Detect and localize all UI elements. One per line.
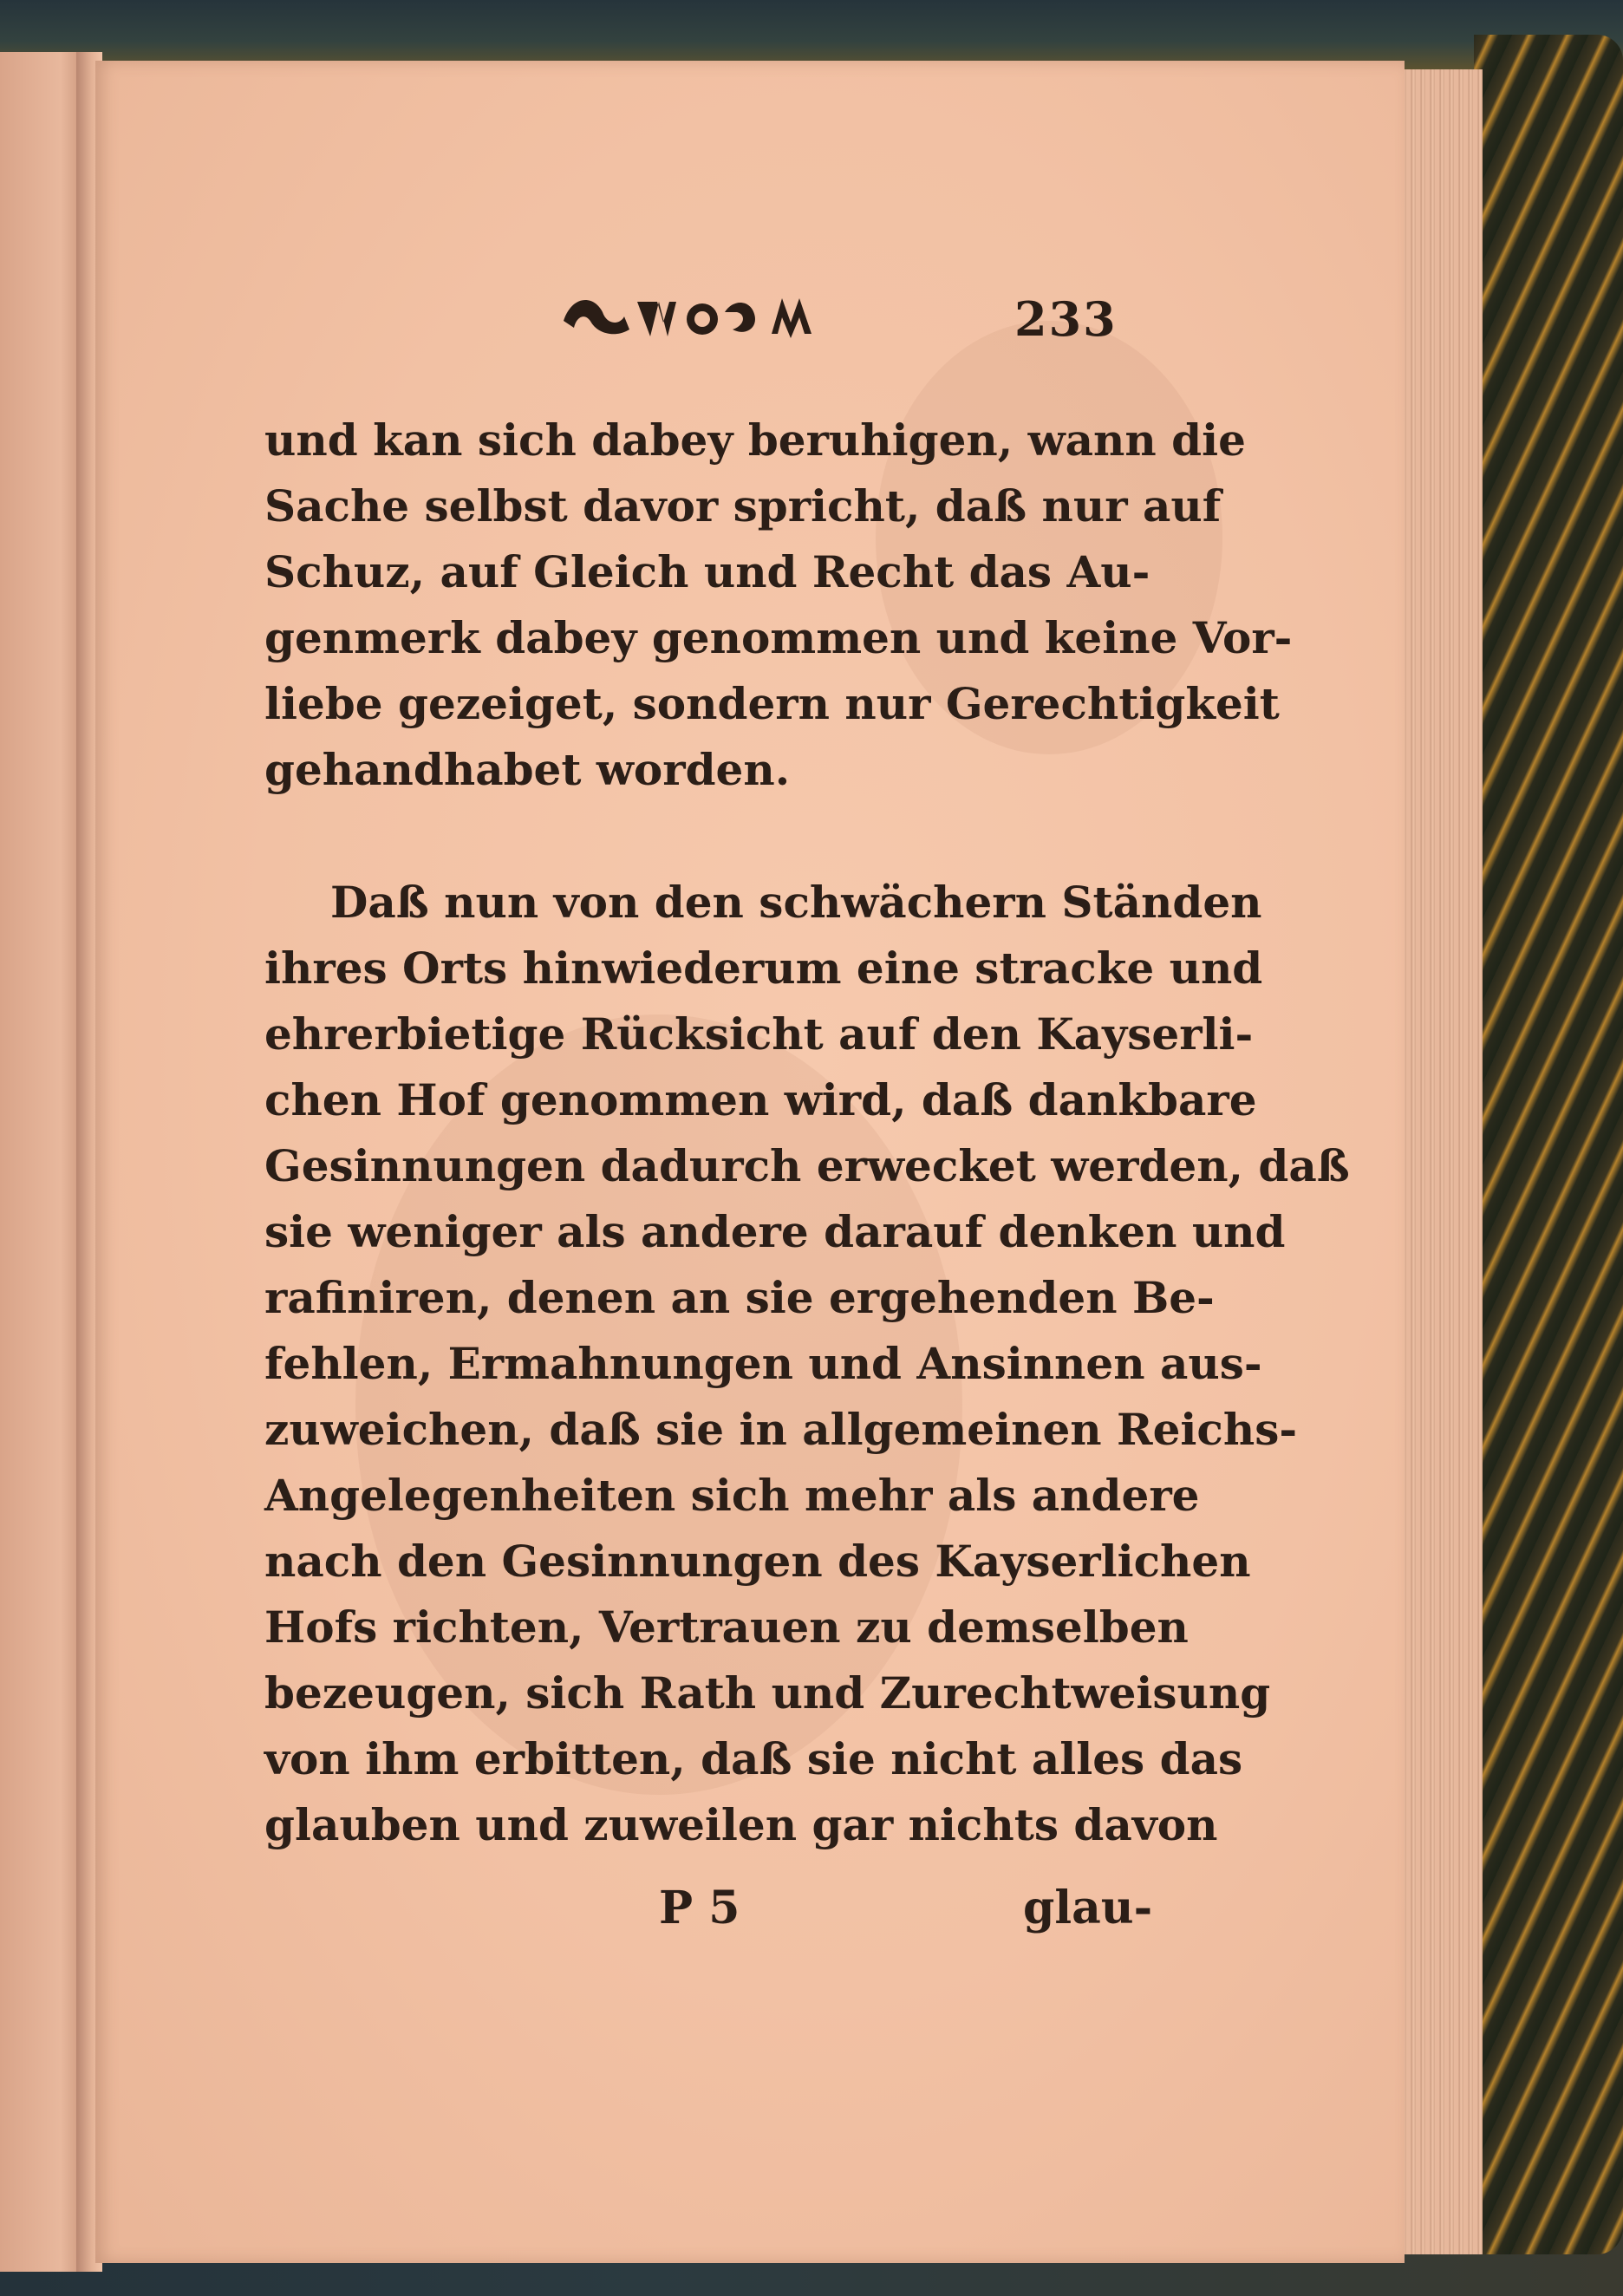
running-head	[555, 286, 1118, 355]
text-line: genmerk dabey genommen und keine Vor-	[264, 612, 1293, 663]
text-line: ihres Orts hinwiederum eine stracke und	[264, 943, 1263, 994]
text-line: nach den Gesinnungen des Kayserlichen	[264, 1536, 1251, 1587]
book-cover-top	[0, 0, 1623, 69]
text-line: gehandhabet worden.	[264, 744, 791, 795]
ornament-icon	[555, 286, 832, 347]
page-number: 233	[1014, 291, 1118, 347]
text-line: Hofs richten, Vertrauen zu demselben	[264, 1601, 1189, 1653]
text-line: Daß nun von den schwächern Ständen	[330, 877, 1262, 928]
paragraph	[264, 870, 1350, 1858]
text-line: chen Hof genommen wird, daß dankbare	[264, 1074, 1257, 1125]
text-line: Sache selbst davor spricht, daß nur auf	[264, 480, 1222, 532]
paragraph	[264, 408, 1293, 803]
text-line: von ihm erbitten, daß sie nicht alles das	[264, 1733, 1243, 1784]
text-line: Schuz, auf Gleich und Recht das Au-	[264, 546, 1150, 597]
text-line: ehrerbietige Rücksicht auf den Kayserli-	[264, 1008, 1254, 1060]
catchword: glau-	[1023, 1882, 1153, 1934]
text-line: fehlen, Ermahnungen und Ansinnen aus-	[264, 1338, 1262, 1389]
text-line: sie weniger als andere darauf denken und	[264, 1206, 1286, 1257]
marbled-cover	[1474, 35, 1623, 2254]
text-line: Gesinnungen dadurch erwecket werden, daß	[264, 1140, 1350, 1191]
text-line: bezeugen, sich Rath und Zurechtweisung	[264, 1667, 1271, 1719]
text-line: liebe gezeiget, sondern nur Gerechtigkeit	[264, 678, 1280, 729]
text-line: rafiniren, denen an sie ergehenden Be-	[264, 1272, 1215, 1323]
text-line: und kan sich dabey beruhigen, wann die	[264, 414, 1246, 466]
text-line: glauben und zuweilen gar nichts davon	[264, 1799, 1218, 1850]
signature-mark: P 5	[659, 1882, 740, 1934]
left-page-edge	[0, 52, 87, 2272]
text-line: zuweichen, daß sie in allgemeinen Reichs-	[264, 1404, 1298, 1455]
text-line: Angelegenheiten sich mehr als andere	[264, 1470, 1200, 1521]
